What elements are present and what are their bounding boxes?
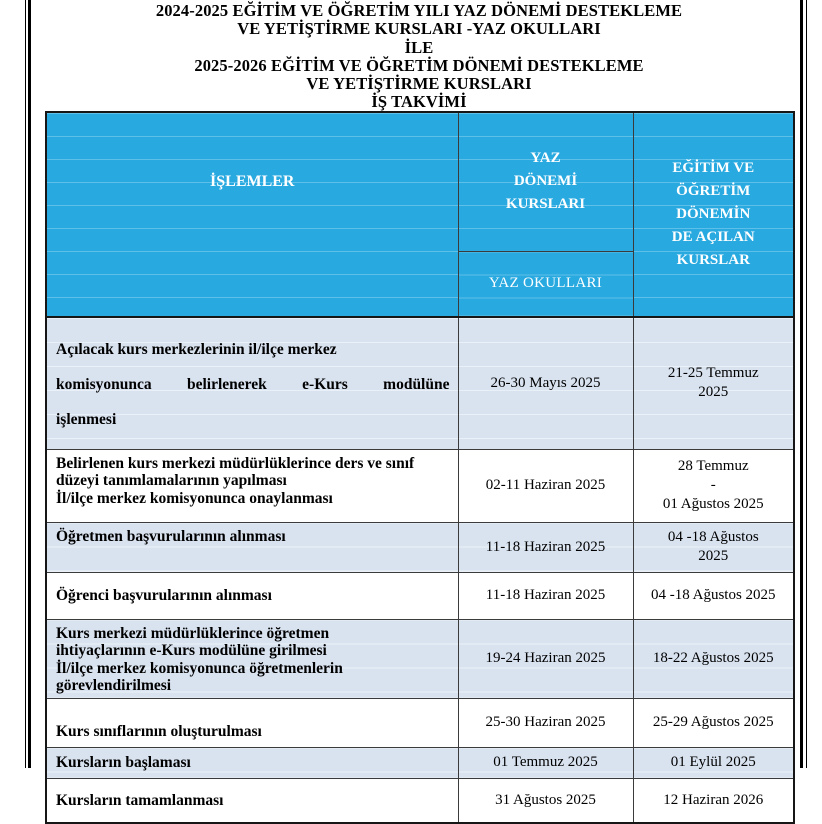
- summer-date-cell: 31 Ağustos 2025: [458, 778, 633, 823]
- term-date-cell: 28 Temmuz - 01 Ağustos 2025: [633, 449, 794, 522]
- summer-date-cell: 11-18 Haziran 2025: [458, 572, 633, 619]
- summer-date-cell: 01 Temmuz 2025: [458, 747, 633, 778]
- table-row-kurs-merkezleri: [46, 317, 794, 449]
- term-date-cell: 25-29 Ağustos 2025: [633, 698, 794, 747]
- summer-date-cell: 25-30 Haziran 2025: [458, 698, 633, 747]
- header-egitim-donemi-kurslar: EĞİTİM VE ÖĞRETİM DÖNEMİN DE AÇILAN KURSLAR: [633, 112, 794, 317]
- table-row-kurs-siniflari: [46, 698, 794, 747]
- table-row-ogretmen-ihtiyac: [46, 619, 794, 698]
- title-line-3: İLE: [404, 37, 434, 57]
- page-border-left-outer: [25, 0, 26, 768]
- term-date-cell: 04 -18 Ağustos 2025: [633, 522, 794, 572]
- title-line-6: İŞ TAKVİMİ: [371, 92, 467, 112]
- task-line: komisyonunca belirlenerek e-Kurs modülüne: [56, 375, 450, 393]
- title-line-2: VE YETİŞTİRME KURSLARI -YAZ OKULLARI: [237, 19, 601, 39]
- task-cell: Öğretmen başvurularının alınması: [46, 522, 458, 572]
- document-title: [45, 0, 793, 111]
- calendar-table: [45, 111, 795, 824]
- task-cell: Belirlenen kurs merkezi müdürlüklerince ders ve sınıf düzeyi tanımlamalarının yapılması İl/ilçe merkez komisyonunca onaylanması: [46, 449, 458, 522]
- task-cell: [46, 317, 458, 449]
- title-line-4: 2025-2026 EĞİTİM VE ÖĞRETİM DÖNEMİ DESTEKLEME: [194, 55, 644, 75]
- page-content: [45, 0, 793, 824]
- header-yaz-donemi-kurslari: YAZ DÖNEMİ KURSLARI: [458, 112, 633, 251]
- title-line-1: 2024-2025 EĞİTİM VE ÖĞRETİM YILI YAZ DÖNEMİ DESTEKLEME: [155, 1, 683, 20]
- term-date-cell: 18-22 Ağustos 2025: [633, 619, 794, 698]
- task-line: Açılacak kurs merkezlerinin il/ilçe merkez: [56, 340, 337, 358]
- table-row-ogrenci-basvuru: [46, 572, 794, 619]
- header-yaz-okullari: YAZ OKULLARI: [458, 251, 633, 317]
- term-date-cell: 12 Haziran 2026: [633, 778, 794, 823]
- page-border-right-outer: [806, 0, 807, 768]
- term-date-cell: 21-25 Temmuz 2025: [633, 317, 794, 449]
- summer-date-cell: 02-11 Haziran 2025: [458, 449, 633, 522]
- task-cell: Kursların başlaması: [46, 747, 458, 778]
- page-border-right-inner: [800, 0, 803, 768]
- table-row-ders-sinif-tanimlama: [46, 449, 794, 522]
- term-date-cell: 04 -18 Ağustos 2025: [633, 572, 794, 619]
- table-row-kurslarin-tamamlanmasi: [46, 778, 794, 823]
- task-cell: Kurs sınıflarının oluşturulması: [46, 698, 458, 747]
- task-cell: Öğrenci başvurularının alınması: [46, 572, 458, 619]
- summer-date-cell: 19-24 Haziran 2025: [458, 619, 633, 698]
- table-header: [46, 112, 794, 317]
- table-body: [46, 317, 794, 823]
- page-border-left-inner: [28, 0, 31, 768]
- term-date-cell: 01 Eylül 2025: [633, 747, 794, 778]
- task-cell: Kursların tamamlanması: [46, 778, 458, 823]
- summer-date-cell: 26-30 Mayıs 2025: [458, 317, 633, 449]
- title-line-5: VE YETİŞTİRME KURSLARI: [306, 74, 532, 94]
- summer-date-cell: 11-18 Haziran 2025: [458, 522, 633, 572]
- task-cell: Kurs merkezi müdürlüklerince öğretmen ihtiyaçlarının e-Kurs modülüne girilmesi İl/ilçe merkez komisyonunca öğretmenlerin görevlendirilmesi: [46, 619, 458, 698]
- header-islemler: İŞLEMLER: [46, 112, 458, 317]
- task-line: işlenmesi: [56, 410, 117, 428]
- table-row-kurslarin-baslamasi: [46, 747, 794, 778]
- table-row-ogretmen-basvuru: [46, 522, 794, 572]
